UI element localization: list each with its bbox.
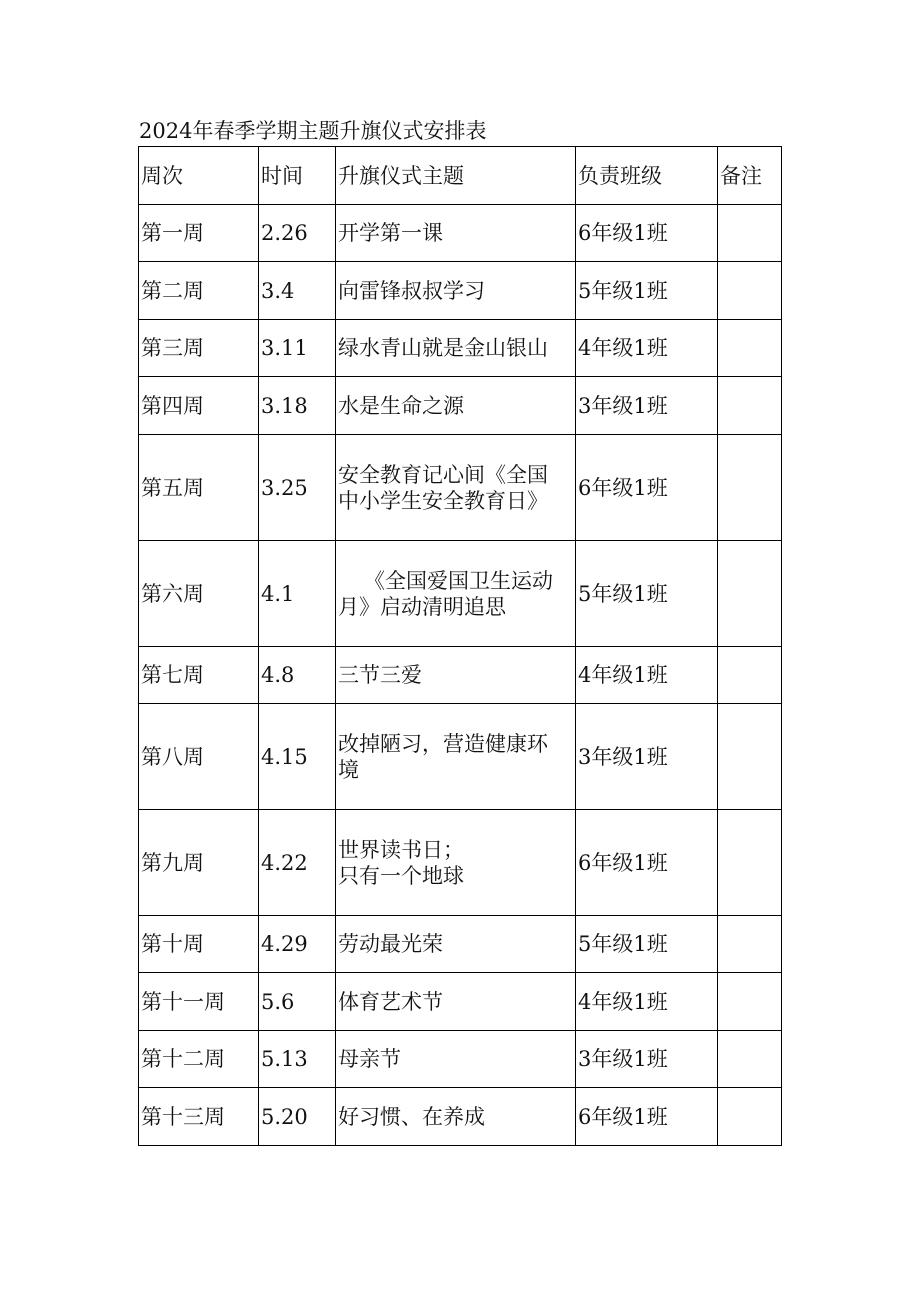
table-row <box>139 377 782 435</box>
theme-line: 母亲节 <box>338 1047 401 1071</box>
date-cell: 3.25 <box>259 435 336 541</box>
table-row <box>139 973 782 1031</box>
theme-cell <box>336 704 576 810</box>
week-cell: 第十一周 <box>139 973 259 1031</box>
class-cell: 6年级1班 <box>576 1088 718 1146</box>
date-cell: 4.8 <box>259 647 336 704</box>
class-cell: 6年级1班 <box>576 810 718 916</box>
class-cell: 3年级1班 <box>576 377 718 435</box>
theme-line: 开学第一课 <box>338 221 443 245</box>
theme-cell <box>336 1088 576 1146</box>
theme-line: 劳动最光荣 <box>338 932 443 956</box>
week-cell: 第九周 <box>139 810 259 916</box>
note-cell <box>718 262 782 320</box>
table-row <box>139 916 782 973</box>
header-row <box>139 147 782 205</box>
theme-line: 改掉陋习，营造健康环 <box>338 731 548 756</box>
table-row <box>139 1088 782 1146</box>
week-cell: 第六周 <box>139 541 259 647</box>
note-cell <box>718 435 782 541</box>
theme-cell <box>336 810 576 916</box>
note-cell <box>718 377 782 435</box>
theme-line: 《全国爱国卫生运动 <box>364 568 553 593</box>
week-cell: 第八周 <box>139 704 259 810</box>
note-cell <box>718 1031 782 1088</box>
table-row <box>139 1031 782 1088</box>
table-row <box>139 704 782 810</box>
theme-line: 体育艺术节 <box>338 989 443 1014</box>
theme-line: 中小学生安全教育日》 <box>338 488 548 513</box>
theme-cell <box>336 647 576 704</box>
theme-line: 三节三爱 <box>338 663 422 687</box>
table-row <box>139 435 782 541</box>
week-cell: 第三周 <box>139 320 259 377</box>
class-cell: 4年级1班 <box>576 320 718 377</box>
theme-cell <box>336 973 576 1031</box>
header-theme: 升旗仪式主题 <box>336 147 576 205</box>
theme-line: 向雷锋叔叔学习 <box>338 278 485 303</box>
note-cell <box>718 1088 782 1146</box>
class-cell: 5年级1班 <box>576 262 718 320</box>
class-cell: 4年级1班 <box>576 973 718 1031</box>
theme-cell <box>336 1031 576 1088</box>
theme-cell <box>336 435 576 541</box>
class-cell: 5年级1班 <box>576 541 718 647</box>
table-row <box>139 810 782 916</box>
date-cell: 4.15 <box>259 704 336 810</box>
theme-line: 水是生命之源 <box>338 393 464 418</box>
note-cell <box>718 973 782 1031</box>
week-cell: 第十周 <box>139 916 259 973</box>
date-cell: 4.1 <box>259 541 336 647</box>
week-cell: 第五周 <box>139 435 259 541</box>
theme-line: 绿水青山就是金山银山 <box>338 336 548 360</box>
theme-line: 安全教育记心间《全国 <box>338 462 548 487</box>
week-cell: 第十三周 <box>139 1088 259 1146</box>
table-row <box>139 205 782 262</box>
class-cell: 6年级1班 <box>576 435 718 541</box>
class-cell: 3年级1班 <box>576 1031 718 1088</box>
theme-line: 只有一个地球 <box>338 863 464 888</box>
theme-cell <box>336 320 576 377</box>
class-cell: 3年级1班 <box>576 704 718 810</box>
class-cell: 5年级1班 <box>576 916 718 973</box>
table-row <box>139 320 782 377</box>
note-cell <box>718 541 782 647</box>
theme-cell <box>336 262 576 320</box>
week-cell: 第二周 <box>139 262 259 320</box>
date-cell: 5.13 <box>259 1031 336 1088</box>
week-cell: 第七周 <box>139 647 259 704</box>
date-cell: 5.20 <box>259 1088 336 1146</box>
header-note: 备注 <box>718 147 782 205</box>
date-cell: 2.26 <box>259 205 336 262</box>
theme-line: 好习惯、在养成 <box>338 1104 485 1129</box>
note-cell <box>718 320 782 377</box>
class-cell: 6年级1班 <box>576 205 718 262</box>
date-cell: 3.11 <box>259 320 336 377</box>
theme-cell <box>336 205 576 262</box>
date-cell: 3.4 <box>259 262 336 320</box>
note-cell <box>718 647 782 704</box>
table-row <box>139 541 782 647</box>
note-cell <box>718 810 782 916</box>
page-title: 2024年春季学期主题升旗仪式安排表 <box>139 119 487 143</box>
table-row <box>139 647 782 704</box>
date-cell: 4.29 <box>259 916 336 973</box>
theme-cell <box>336 377 576 435</box>
date-cell: 4.22 <box>259 810 336 916</box>
theme-cell <box>336 541 576 647</box>
week-cell: 第十二周 <box>139 1031 259 1088</box>
schedule-table <box>138 146 782 1146</box>
note-cell <box>718 916 782 973</box>
header-class: 负责班级 <box>576 147 718 205</box>
table-row <box>139 262 782 320</box>
week-cell: 第四周 <box>139 377 259 435</box>
note-cell <box>718 704 782 810</box>
theme-line: 境 <box>338 757 359 782</box>
theme-line: 世界读书日； <box>338 837 464 862</box>
week-cell: 第一周 <box>139 205 259 262</box>
header-date: 时间 <box>259 147 336 205</box>
theme-cell <box>336 916 576 973</box>
date-cell: 3.18 <box>259 377 336 435</box>
theme-line: 月》启动清明追思 <box>338 594 506 619</box>
class-cell: 4年级1班 <box>576 647 718 704</box>
header-week: 周次 <box>139 147 259 205</box>
note-cell <box>718 205 782 262</box>
date-cell: 5.6 <box>259 973 336 1031</box>
